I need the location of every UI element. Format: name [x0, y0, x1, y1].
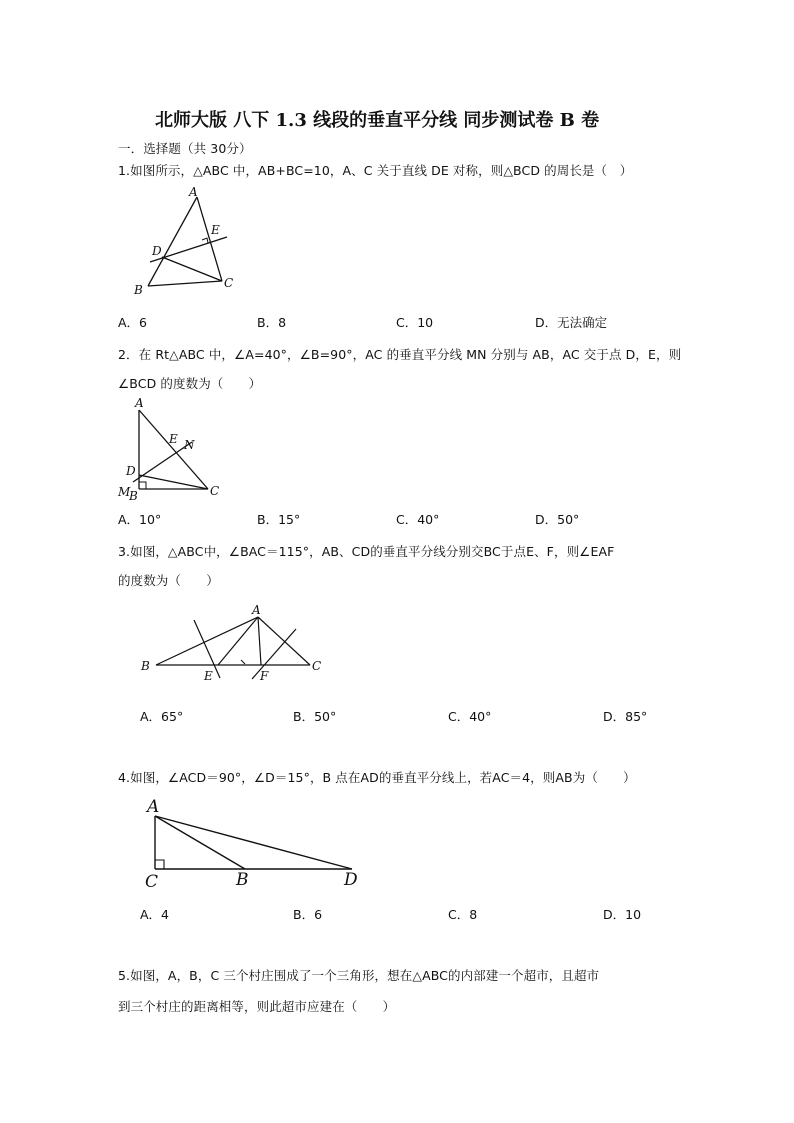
figure-label-f: F: [260, 669, 269, 683]
question-1-option-d[interactable]: D．无法确定: [535, 315, 608, 330]
question-5-stem-line-1: 5.如图，A，B，C 三个村庄围成了一个三角形，想在△ABC的内部建一个超市，且超市: [118, 968, 600, 983]
question-2-option-c[interactable]: C．40°: [396, 512, 440, 527]
figure-label-a: A: [189, 185, 198, 199]
question-4-option-d[interactable]: D．10: [603, 907, 642, 922]
question-3-option-c[interactable]: C．40°: [448, 709, 492, 724]
question-3-stem-line-1: 3.如图，△ABC中，∠BAC＝115°，AB、CD的垂直平分线分别交BC于点E、F，则∠EAF: [118, 544, 615, 559]
figure-label-a: A: [135, 396, 144, 410]
figure-label-b: B: [134, 283, 143, 297]
question-2-option-a[interactable]: A．10°: [118, 512, 162, 527]
figure-label-c: C: [145, 872, 159, 892]
page-title: 北师大版 八下 1.3 线段的垂直平分线 同步测试卷 B 卷: [155, 110, 600, 131]
figure-label-d: D: [152, 244, 162, 258]
question-4-option-b[interactable]: B．6: [293, 907, 323, 922]
question-3-option-b[interactable]: B．50°: [293, 709, 337, 724]
question-2-stem-line-1: 2．在 Rt△ABC 中，∠A=40°，∠B=90°，AC 的垂直平分线 MN 分别与 AB，AC 交于点 D，E，则: [118, 347, 682, 362]
figure-label-e: E: [169, 432, 178, 446]
figure-label-n: N: [184, 438, 195, 452]
figure-label-b: B: [129, 489, 138, 503]
question-4-stem: 4.如图，∠ACD＝90°，∠D＝15°，B 点在AD的垂直平分线上，若AC＝4，则AB为（ ）: [118, 770, 636, 785]
question-4-option-a[interactable]: A．4: [140, 907, 170, 922]
figure-label-b: B: [141, 659, 150, 673]
question-1-option-a[interactable]: A．6: [118, 315, 148, 330]
question-1-option-b[interactable]: B．8: [257, 315, 287, 330]
section-heading: 一．选择题（共 30分）: [118, 141, 252, 156]
question-1-stem: 1.如图所示，△ABC 中，AB+BC=10，A、C 关于直线 DE 对称，则△BCD 的周长是（ ）: [118, 163, 633, 178]
question-3-option-d[interactable]: D．85°: [603, 709, 648, 724]
figure-label-a: A: [252, 603, 261, 617]
question-1-figure: [130, 185, 250, 300]
question-2-option-b[interactable]: B．15°: [257, 512, 301, 527]
figure-label-d: D: [126, 464, 136, 478]
figure-label-c: C: [224, 276, 234, 290]
figure-label-e: E: [204, 669, 213, 683]
question-4-figure: [140, 792, 370, 892]
figure-label-c: C: [210, 484, 220, 498]
figure-label-b: B: [236, 870, 249, 890]
question-1-option-c[interactable]: C．10: [396, 315, 434, 330]
question-2-stem-line-2: ∠BCD 的度数为（ ）: [118, 376, 262, 391]
figure-label-d: D: [344, 870, 358, 890]
figure-label-a: A: [147, 797, 160, 817]
question-3-stem-line-2: 的度数为（ ）: [118, 573, 219, 588]
question-2-option-d[interactable]: D．50°: [535, 512, 580, 527]
question-3-figure: [138, 602, 338, 682]
figure-label-m: M: [118, 485, 131, 499]
question-4-option-c[interactable]: C．8: [448, 907, 478, 922]
figure-label-c: C: [312, 659, 322, 673]
figure-label-e: E: [211, 223, 220, 237]
question-3-option-a[interactable]: A．65°: [140, 709, 184, 724]
question-5-stem-line-2: 到三个村庄的距离相等，则此超市应建在（ ）: [118, 999, 396, 1014]
question-2-figure: [115, 393, 225, 503]
